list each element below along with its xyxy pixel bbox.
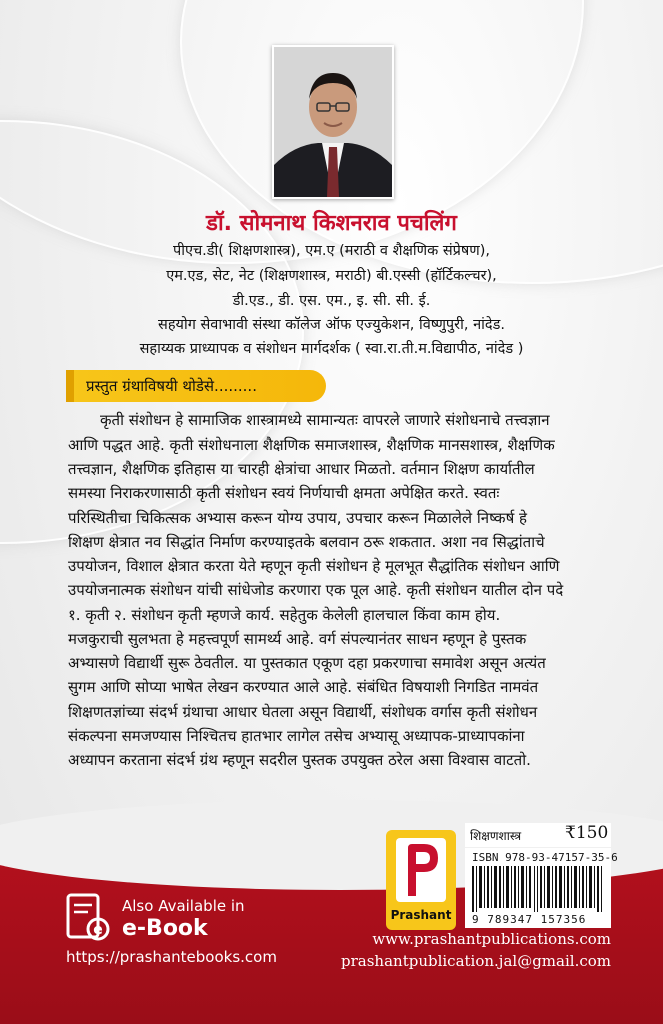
section-banner [66,370,326,402]
description-line: मजकुराची सुलभता हे महत्त्वपूर्ण सामर्थ्य आहे. वर्ग संपल्यानंतर साधन म्हणून हे पुस्तक [68,630,527,648]
author-qualification: एम.एड, सेट, नेट (शिक्षणशास्त्र, मराठी) बी.एस्सी (हॉर्टिकल्चर), [166,268,497,284]
description-line: समस्या निराकरणासाठी कृती संशोधन स्वयं निर्णयाची क्षमता अपेक्षित करते. स्वतः [68,484,500,502]
author-qualification: सहयोग सेवाभावी संस्था कॉलेज ऑफ एज्युकेशन, विष्णुपुरी, नांदेड. [158,317,505,333]
description-line: कृती संशोधन हे सामाजिक शास्त्रामध्ये सामान्यतः वापरले जाणारे संशोधनाचे तत्त्वज्ञान [100,411,550,429]
description-line: परिस्थितीचा चिकित्सक अभ्यास करून योग्य उपाय, उपचार करून मिळालेले निष्कर्ष हे [68,509,527,527]
author-name: डॉ. सोमनाथ किशनराव पचलिंग [206,211,457,236]
description-line: उपयोजनात्मक संशोधन यांची सांधेजोड करणारा एक पूल आहे. कृती संशोधन यातील दोन पदे [68,581,564,599]
description-line: अध्यापन करताना संदर्भ ग्रंथ म्हणून सदरील पुस्तक उपयुक्त ठरेल असा विश्वास वाटतो. [68,751,531,769]
svg-text:e: e [93,922,103,938]
description-line: १. कृती २. संशोधन कृती म्हणजे कार्य. सहेतुक केलेली हालचाल किंवा काम होय. [68,606,501,624]
description-line: शिक्षणतज्ञांच्या संदर्भ ग्रंथाचा आधार घेतला असून विद्यार्थी, संशोधक वर्गास कृती संशोधन [68,703,538,721]
description-line: तत्त्वज्ञान, शैक्षणिक इतिहास या चारही क्षेत्रांचा आधार मिळतो. वर्तमान शिक्षण कार्यातील [68,460,535,478]
description-line: शिक्षण क्षेत्रात नव सिद्धांत निर्माण करण्याइतके बलवान ठरू शकतात. अशा नव सिद्धांताचे [68,533,545,551]
publisher-email-link[interactable]: prashantpublication.jal@gmail.com [341,952,611,970]
description-line: सुगम आणि सोप्या भाषेत लेखन करण्यात आले आहे. संबंधित विषयाशी निगडित नामवंत [68,678,539,696]
ebook-url-link[interactable]: https://prashantebooks.com [66,948,277,966]
author-qualification: डी.एड., डी. एस. एम., इ. सी. सी. ई. [232,293,431,309]
ebook-availability-text: Also Available in [122,897,245,915]
publisher-website-link[interactable]: www.prashantpublications.com [372,930,611,948]
description-line: उपयोजन, विशाल क्षेत्रात करता येते म्हणून कृती संशोधन हे मूलभूत सैद्धांतिक संशोधन आणि [68,557,560,575]
author-qualification: पीएच.डी( शिक्षणशास्त्र), एम.ए (मराठी व शैक्षणिक संप्रेषण), [172,243,491,259]
barcode-number: 9 789347 157356 [472,913,587,926]
section-heading: प्रस्तुत ग्रंथाविषयी थोडेसे......... [86,377,257,395]
p-letter-icon [396,838,446,902]
price: ₹150 [565,823,609,843]
isbn: ISBN 978-93-47157-35-6 [472,851,618,864]
description-line: अभ्यासणे विद्यार्थी सुरू ठेवतील. या पुस्तकात एकूण दहा प्रकरणाचा समावेश असून अत्यंत [68,654,546,672]
subject-label: शिक्षणशास्त्र [470,829,522,843]
banner-stripe [66,370,74,402]
barcode-icon [472,866,604,912]
description-line: आणि पद्धत आहे. कृती संशोधनाला शैक्षणिक समाजशास्त्र, शैक्षणिक मानसशास्त्र, शैक्षणिक [68,436,555,454]
author-qualification: सहाय्यक प्राध्यापक व संशोधन मार्गदर्शक ( स्वा.रा.ती.म.विद्यापीठ, नांदेड ) [139,341,524,357]
description-line: संकल्पना समजण्यास निश्चितच हातभार लागेल तसेच अभ्यासू अध्यापक-प्राध्यापकांना [68,727,525,745]
publisher-logo [386,830,456,930]
author-photo [272,45,394,199]
ebook-label: e-Book [122,916,208,941]
publisher-name: Prashant [390,908,452,922]
ebook-icon [66,893,110,943]
publisher-logo-mark [396,838,446,902]
author-portrait-icon [274,47,392,197]
